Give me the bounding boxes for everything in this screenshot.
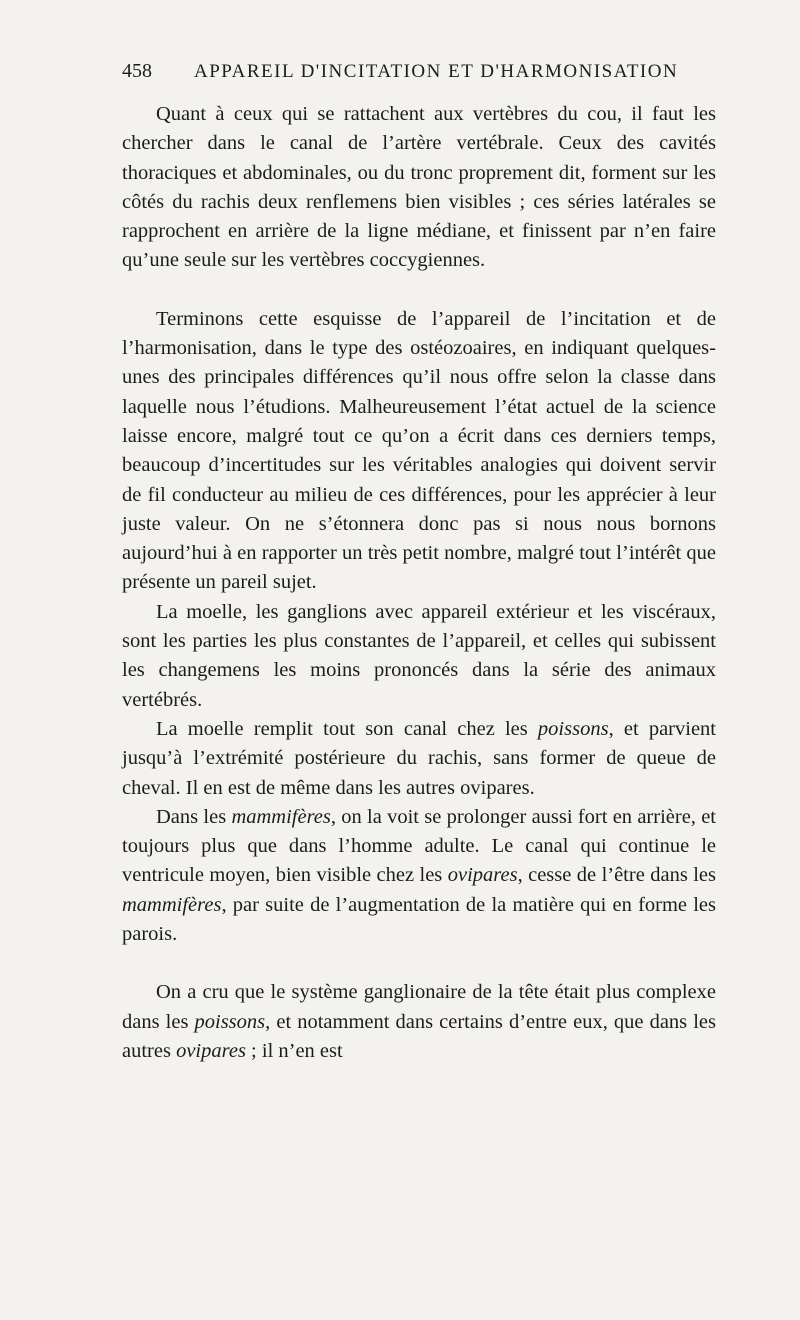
text-run: , et parvient jusqu’à l’extrémité postérieure du rachis, sans former de queue de cheval. Il en est de même dans les autres ovipares.: [122, 717, 716, 799]
paragraph: [122, 100, 716, 276]
page-number: 458: [122, 60, 152, 82]
text-run: La moelle, les ganglions avec appareil extérieur et les viscéraux, sont les parties les plus constantes de l’appareil, et celles qui subissent les changemens les moins prononcés dans la série des animaux vertébrés.: [122, 600, 716, 711]
text-run: ; il n’en est: [245, 1039, 343, 1062]
italic-term: mammifères: [231, 805, 331, 828]
italic-term: mammifères: [122, 893, 222, 916]
text-run: On a cru que le système ganglionaire de la tête était plus complexe dans les: [122, 981, 716, 1033]
page-body: [122, 100, 716, 1066]
italic-term: ovipares: [447, 864, 518, 887]
paragraph: [122, 978, 716, 1066]
text-run: , et notamment dans certains d’entre eux, que dans les autres: [122, 1010, 716, 1062]
paragraph: [122, 803, 716, 949]
page-header: [122, 60, 716, 100]
running-title: APPAREIL D'INCITATION ET D'HARMONISATION: [194, 61, 679, 82]
text-run: , par suite de l’augmentation de la matière qui en forme les parois.: [122, 893, 716, 946]
book-page: [122, 60, 716, 1066]
italic-term: poissons: [537, 717, 609, 740]
text-run: Terminons cette esquisse de l’appareil de l’incitation et de l’harmonisation, dans le type des ostéozoaires, en indiquant quelques-unes des principales différences qu’il nous offre selon la classe dans laquelle nous l’étudions. Malheureusement l’état actuel de la science laisse encore, malgré tout ce qu’on a écrit dans ces derniers temps, beaucoup d’incertitudes sur les véritables analogies qui doivent servir de fil conducteur au milieu de ces différences, pour les apprécier à leur juste valeur. On ne s’étonnera donc pas si nous nous bornons aujourd’hui à en rapporter un très petit nombre, malgré tout l’intérêt que présente un pareil sujet.: [122, 307, 716, 594]
paragraph: [122, 598, 716, 715]
paragraph: [122, 715, 716, 803]
text-run: , on la voit se prolonger aussi fort en arrière, et toujours plus que dans l’homme adulte. Le canal qui continue le ventricule moyen, bien visible chez les: [122, 805, 716, 887]
italic-term: ovipares: [176, 1039, 246, 1062]
text-run: Dans les: [156, 805, 232, 828]
italic-term: poissons: [194, 1010, 266, 1033]
text-run: Quant à ceux qui se rattachent aux vertèbres du cou, il faut les chercher dans le canal de l’artère vertébrale. Ceux des cavités thoraciques et abdominales, ou du tronc proprement dit, forment sur les côtés du rachis deux renflemens bien visibles ; ces séries latérales se rapprochent en arrière de la ligne médiane, et finissent par n’en faire qu’une seule sur les vertèbres coccygiennes.: [122, 103, 716, 272]
paragraph: [122, 305, 716, 598]
text-run: La moelle remplit tout son canal chez les: [156, 717, 538, 740]
text-run: , cesse de l’être dans les: [517, 864, 717, 887]
